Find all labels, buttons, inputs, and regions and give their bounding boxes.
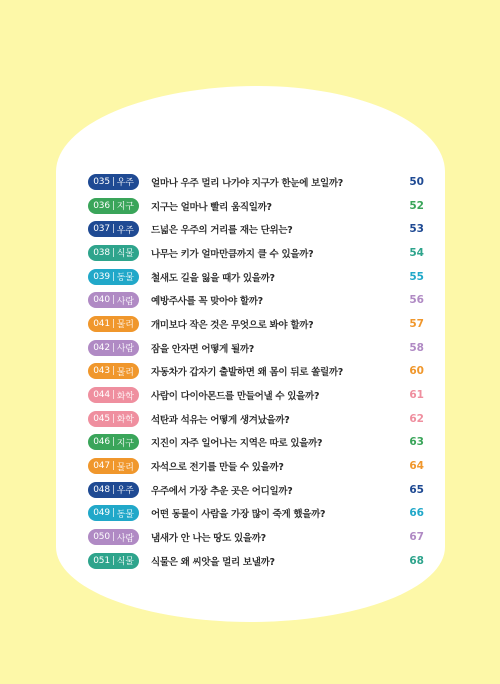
chapter-number: 050 xyxy=(93,532,110,543)
chapter-category: 우주 xyxy=(116,225,134,236)
chapter-badge xyxy=(88,434,139,450)
table-of-contents xyxy=(88,170,424,573)
toc-entry[interactable] xyxy=(88,360,424,384)
chapter-badge xyxy=(88,387,139,403)
chapter-category: 사람 xyxy=(116,296,134,307)
entry-title: 나무는 키가 얼마만큼까지 클 수 있을까? xyxy=(151,248,314,260)
toc-entry[interactable] xyxy=(88,549,424,573)
chapter-badge xyxy=(88,505,139,521)
chapter-category: 동물 xyxy=(116,509,134,520)
chapter-category: 지구 xyxy=(116,438,134,449)
badge-separator: | xyxy=(111,295,115,306)
page-number: 64 xyxy=(409,460,424,473)
badge-separator: | xyxy=(111,342,115,353)
entry-title: 드넓은 우주의 거리를 재는 단위는? xyxy=(151,225,293,237)
toc-entry[interactable] xyxy=(88,194,424,218)
page-number: 57 xyxy=(409,317,424,330)
chapter-category: 사람 xyxy=(116,344,134,355)
chapter-number: 048 xyxy=(93,484,110,495)
entry-title: 우주에서 가장 추운 곳은 어디일까? xyxy=(151,485,293,497)
entry-title: 사람이 다이아몬드를 만들어낼 수 있을까? xyxy=(151,391,320,403)
badge-separator: | xyxy=(111,555,115,566)
chapter-number: 040 xyxy=(93,295,110,306)
page-number: 50 xyxy=(409,175,424,188)
toc-entry[interactable] xyxy=(88,336,424,360)
chapter-number: 039 xyxy=(93,271,110,282)
badge-separator: | xyxy=(111,484,115,495)
entry-title: 석탄과 석유는 어떻게 생겨났을까? xyxy=(151,414,290,426)
chapter-badge xyxy=(88,482,139,498)
chapter-badge xyxy=(88,221,139,237)
chapter-category: 식물 xyxy=(116,249,134,260)
chapter-badge xyxy=(88,245,139,261)
page-number: 54 xyxy=(409,246,424,259)
toc-entry[interactable] xyxy=(88,265,424,289)
page-number: 56 xyxy=(409,294,424,307)
page-number: 52 xyxy=(409,199,424,212)
page-number: 55 xyxy=(409,270,424,283)
entry-title: 철새도 길을 잃을 때가 있을까? xyxy=(151,272,275,284)
chapter-number: 049 xyxy=(93,508,110,519)
chapter-category: 우주 xyxy=(116,486,134,497)
entry-title: 지진이 자주 일어나는 지역은 따로 있을까? xyxy=(151,438,323,450)
page-number: 63 xyxy=(409,436,424,449)
badge-separator: | xyxy=(111,271,115,282)
chapter-number: 038 xyxy=(93,247,110,258)
entry-title: 어떤 동물이 사람을 가장 많이 죽게 했을까? xyxy=(151,509,326,521)
chapter-badge xyxy=(88,363,139,379)
chapter-badge xyxy=(88,316,139,332)
chapter-number: 051 xyxy=(93,555,110,566)
chapter-category: 우주 xyxy=(116,178,134,189)
chapter-category: 물리 xyxy=(116,320,134,331)
chapter-badge xyxy=(88,411,139,427)
toc-entry[interactable] xyxy=(88,288,424,312)
page-number: 68 xyxy=(409,554,424,567)
chapter-category: 식물 xyxy=(116,557,134,568)
badge-separator: | xyxy=(111,437,115,448)
toc-entry[interactable] xyxy=(88,407,424,431)
entry-title: 지구는 얼마나 빨리 움직일까? xyxy=(151,201,272,213)
entry-title: 얼마나 우주 멀리 나가야 지구가 한눈에 보일까? xyxy=(151,177,343,189)
toc-entry[interactable] xyxy=(88,431,424,455)
chapter-badge xyxy=(88,174,139,190)
badge-separator: | xyxy=(111,508,115,519)
chapter-category: 동물 xyxy=(116,273,134,284)
entry-title: 개미보다 작은 것은 무엇으로 봐야 할까? xyxy=(151,319,314,331)
entry-title: 자동차가 갑자기 출발하면 왜 몸이 뒤로 쏠릴까? xyxy=(151,367,343,379)
page-number: 58 xyxy=(409,341,424,354)
badge-separator: | xyxy=(111,200,115,211)
chapter-number: 036 xyxy=(93,200,110,211)
badge-separator: | xyxy=(111,390,115,401)
badge-separator: | xyxy=(111,461,115,472)
toc-entry[interactable] xyxy=(88,525,424,549)
chapter-badge xyxy=(88,553,139,569)
page-number: 62 xyxy=(409,412,424,425)
page-number: 61 xyxy=(409,389,424,402)
toc-entry[interactable] xyxy=(88,312,424,336)
chapter-number: 047 xyxy=(93,461,110,472)
chapter-number: 043 xyxy=(93,366,110,377)
chapter-number: 035 xyxy=(93,176,110,187)
toc-entry[interactable] xyxy=(88,241,424,265)
chapter-badge xyxy=(88,340,139,356)
chapter-category: 물리 xyxy=(116,462,134,473)
toc-entry[interactable] xyxy=(88,217,424,241)
entry-title: 냄새가 안 나는 땅도 있을까? xyxy=(151,533,266,545)
chapter-badge xyxy=(88,292,139,308)
badge-separator: | xyxy=(111,532,115,543)
chapter-number: 041 xyxy=(93,318,110,329)
toc-entry[interactable] xyxy=(88,170,424,194)
badge-separator: | xyxy=(111,247,115,258)
chapter-category: 화학 xyxy=(116,391,134,402)
badge-separator: | xyxy=(111,176,115,187)
entry-title: 식물은 왜 씨앗을 멀리 보낼까? xyxy=(151,556,275,568)
badge-separator: | xyxy=(111,366,115,377)
chapter-badge xyxy=(88,458,139,474)
page-number: 60 xyxy=(409,365,424,378)
page-number: 53 xyxy=(409,223,424,236)
chapter-number: 045 xyxy=(93,413,110,424)
chapter-number: 037 xyxy=(93,224,110,235)
badge-separator: | xyxy=(111,413,115,424)
chapter-category: 사람 xyxy=(116,533,134,544)
entry-title: 자석으로 전기를 만들 수 있을까? xyxy=(151,462,284,474)
toc-entry[interactable] xyxy=(88,454,424,478)
chapter-badge xyxy=(88,198,139,214)
chapter-category: 화학 xyxy=(116,415,134,426)
page-number: 67 xyxy=(409,531,424,544)
chapter-number: 042 xyxy=(93,342,110,353)
chapter-number: 044 xyxy=(93,390,110,401)
chapter-number: 046 xyxy=(93,437,110,448)
badge-separator: | xyxy=(111,318,115,329)
toc-entry[interactable] xyxy=(88,478,424,502)
chapter-badge xyxy=(88,529,139,545)
page-number: 66 xyxy=(409,507,424,520)
entry-title: 잠을 안자면 어떻게 될까? xyxy=(151,343,255,355)
toc-entry[interactable] xyxy=(88,383,424,407)
chapter-badge xyxy=(88,269,139,285)
chapter-category: 물리 xyxy=(116,367,134,378)
badge-separator: | xyxy=(111,224,115,235)
page-number: 65 xyxy=(409,483,424,496)
entry-title: 예방주사를 꼭 맞아야 할까? xyxy=(151,296,263,308)
toc-entry[interactable] xyxy=(88,502,424,526)
chapter-category: 지구 xyxy=(116,202,134,213)
